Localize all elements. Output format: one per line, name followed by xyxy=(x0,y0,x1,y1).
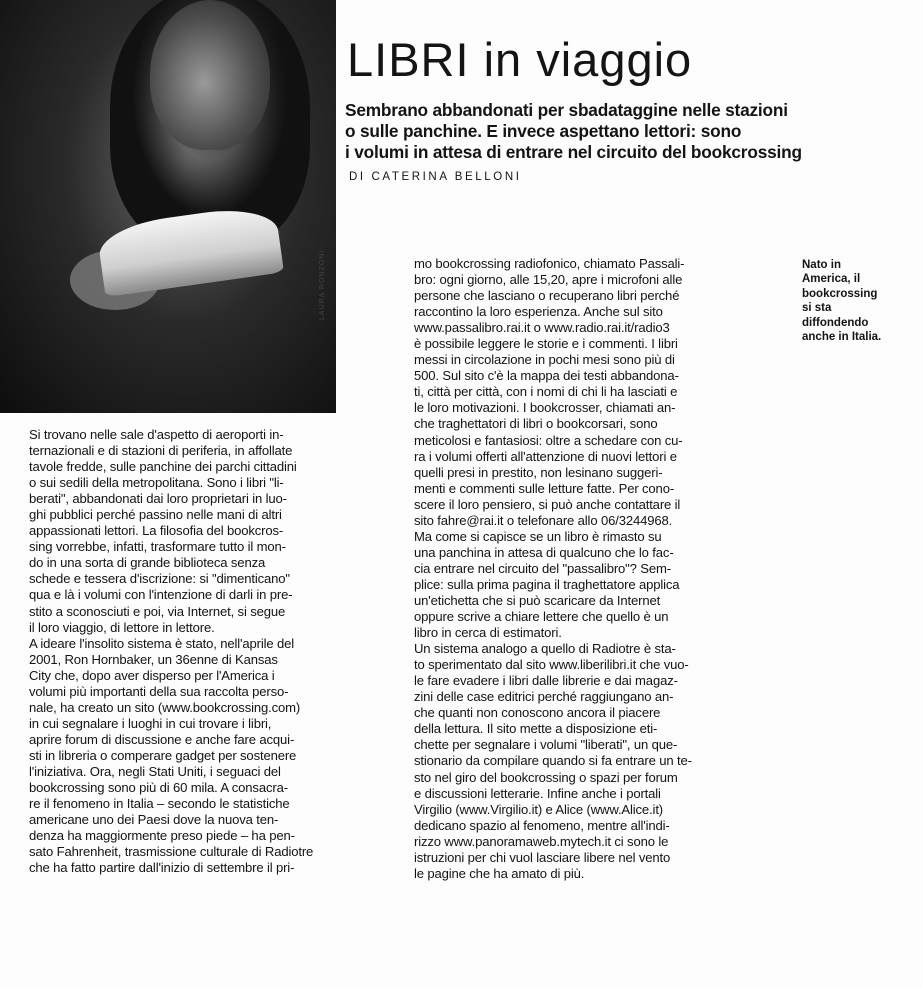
body-text-line: ra i volumi offerti all'attenzione di nuovi lettori e xyxy=(414,448,677,464)
sidenote-line: America, il xyxy=(802,273,861,286)
body-text-line: oppure scrive a chiare lettere che quello è un xyxy=(414,609,669,625)
sidenote-line: Nato in xyxy=(802,259,841,271)
body-text-line: istruzioni per chi vuol lasciare libere nel vento xyxy=(414,849,671,865)
article-title: LIBRI in viaggio xyxy=(347,33,693,86)
body-text-line: e discussioni letterarie. Infine anche i portali xyxy=(414,785,661,801)
body-text-line: stito a sconosciuti e poi, via Internet, si segue xyxy=(29,603,286,619)
body-text-line: che quanti non conoscono ancora il piacere xyxy=(414,705,661,721)
body-text-line: Ma come si capisce se un libro è rimasto su xyxy=(414,528,662,544)
body-text-line: www.passalibro.rai.it o www.radio.rai.it/radio3 xyxy=(414,320,670,336)
body-text-line: Virgilio (www.Virgilio.it) e Alice (www.Alice.it) xyxy=(414,801,664,817)
body-text-line: un'etichetta che si può scaricare da Internet xyxy=(414,592,661,608)
photo-face-shape xyxy=(150,0,270,150)
body-text-line: Un sistema analogo a quello di Radiotre è sta- xyxy=(414,641,676,657)
body-text-line: che traghettatori di libri o bookcorsari, sono xyxy=(414,416,658,432)
article-body-right-column xyxy=(414,256,784,882)
body-text-line: rizzo www.panoramaweb.mytech.it ci sono le xyxy=(414,833,669,849)
body-text-line: do in una sorta di grande biblioteca senza xyxy=(29,555,266,571)
body-text-line: sti in libreria o comperare gadget per sostenere xyxy=(29,747,297,763)
sidenote-line: si sta xyxy=(802,302,832,315)
article-sidenote xyxy=(802,258,914,344)
body-text-line: che ha fatto partire dall'inizio di settembre il pri- xyxy=(29,860,295,876)
body-text-line: le pagine che ha amato di più. xyxy=(414,865,585,881)
body-text-line: americane uno dei Paesi dove la nuova ten- xyxy=(29,812,279,828)
photo-credit: LAURA RONZONI xyxy=(319,249,326,320)
body-text-line: in cui segnalare i luoghi in cui trovare i libri, xyxy=(29,715,272,731)
body-text-line: 500. Sul sito c'è la mappa dei testi abbandona- xyxy=(414,368,679,384)
body-text-line: ti, città per città, con i nomi di chi li ha lasciati e xyxy=(414,384,678,400)
body-text-line: City che, dopo aver disperso per l'America i xyxy=(29,667,275,683)
body-text-line: appassionati lettori. La filosofia del bookcros- xyxy=(29,523,284,539)
subtitle-line: Sembrano abbandonati per sbadataggine nelle stazioni xyxy=(345,100,788,120)
body-text-line: berati", abbandonati dai loro proprietari in luo- xyxy=(29,491,287,507)
body-text-line: qua e là i volumi con l'intenzione di darli in pre- xyxy=(29,587,293,603)
body-text-line: sito fahre@rai.it o telefonare allo 06/3244968. xyxy=(414,512,673,528)
body-text-line: meticolosi e fantasiosi: oltre a schedare con cu- xyxy=(414,432,683,448)
body-text-line: to sperimentato dal sito www.liberilibri.it che vuo- xyxy=(414,657,689,673)
body-text-line: della lettura. Il sito mette a disposizione eti- xyxy=(414,721,658,737)
subtitle-line: o sulle panchine. E invece aspettano lettori: sono xyxy=(345,121,742,141)
body-text-line: plice: sulla prima pagina il traghettatore applica xyxy=(414,576,680,592)
sidenote-line: anche in Italia. xyxy=(802,331,882,344)
sidenote-line: diffondendo xyxy=(802,316,869,329)
body-text-line: una panchina in attesa di qualcuno che lo fac- xyxy=(414,544,674,560)
body-text-line: stionario da compilare quando si fa entrare un te- xyxy=(414,753,692,769)
body-text-line: chette per segnalare i volumi "liberati", un que- xyxy=(414,737,678,753)
photo-book-shape xyxy=(96,203,284,297)
body-text-line: ghi pubblici perché passino nelle mani di altri xyxy=(29,507,282,523)
article-photo xyxy=(0,0,336,413)
body-text-line: schede e tessera d'iscrizione: si "dimenticano" xyxy=(29,571,290,587)
body-text-line: zini delle case editrici perché raggiungano an- xyxy=(414,689,674,705)
body-text-line: denza ha maggiormente preso piede – ha pen- xyxy=(29,828,295,844)
body-text-line: è possibile leggere le storie e i commenti. I libri xyxy=(414,336,678,352)
body-text-line: nale, ha creato un sito (www.bookcrossing.com) xyxy=(29,699,301,715)
body-text-line: quelli presi in prestito, non lesinano suggeri- xyxy=(414,464,663,480)
body-text-line: le loro motivazioni. I bookcrosser, chiamati an- xyxy=(414,400,676,416)
body-text-line: ternazionali e di stazioni di periferia, in affollate xyxy=(29,443,293,459)
body-text-line: tavole fredde, sulle panchine dei parchi cittadini xyxy=(29,459,297,475)
article-byline: DI CATERINA BELLONI xyxy=(349,171,522,183)
body-text-line: volumi più importanti della sua raccolta perso- xyxy=(29,683,289,699)
body-text-line: il loro viaggio, di lettore in lettore. xyxy=(29,619,215,635)
body-text-line: dedicano spazio al fenomeno, mentre all'indi- xyxy=(414,817,670,833)
body-text-line: sing vorrebbe, infatti, trasformare tutto il mon- xyxy=(29,539,286,555)
body-text-line: re il fenomeno in Italia – secondo le statistiche xyxy=(29,796,290,812)
body-text-line: mo bookcrossing radiofonico, chiamato Passali- xyxy=(414,256,685,271)
body-text-line: scere il loro pensiero, si può anche contattare il xyxy=(414,496,681,512)
body-text-line: aprire forum di discussione e anche fare acqui- xyxy=(29,731,295,747)
body-text-line: sto nel giro del bookcrossing o spazi per forum xyxy=(414,769,678,785)
body-text-line: cia entrare nel circuito del "passalibro"? Sem- xyxy=(414,560,671,576)
body-text-line: o sui sedili della metropolitana. Sono i libri "li- xyxy=(29,475,284,491)
sidenote-line: bookcrossing xyxy=(802,287,878,300)
body-text-line: raccontino la loro esperienza. Anche sul sito xyxy=(414,304,663,320)
body-text-line: le fare evadere i libri dalle librerie e dai magaz- xyxy=(414,673,678,689)
body-text-line: sato Fahrenheit, trasmissione culturale di Radiotre xyxy=(29,844,314,860)
body-text-line: 2001, Ron Hornbaker, un 36enne di Kansas xyxy=(29,651,278,667)
body-text-line: bro: ogni giorno, alle 15,20, apre i microfoni alle xyxy=(414,272,683,288)
body-text-line: libro in cerca di estimatori. xyxy=(414,625,562,641)
article-subtitle xyxy=(345,100,915,163)
body-text-line: menti e commenti sulle letture fatte. Per cono- xyxy=(414,480,675,496)
body-text-line: Si trovano nelle sale d'aspetto di aeroporti in- xyxy=(29,427,284,442)
body-text-line: bookcrossing sono più di 60 mila. A consacra- xyxy=(29,780,288,796)
body-text-line: A ideare l'insolito sistema è stato, nell'aprile del xyxy=(29,635,295,651)
body-text-line: l'iniziativa. Ora, negli Stati Uniti, i seguaci del xyxy=(29,763,281,779)
subtitle-line: i volumi in attesa di entrare nel circuito del bookcrossing xyxy=(345,142,802,162)
body-text-line: persone che lasciano o recuperano libri perché xyxy=(414,288,680,304)
article-body-left-column xyxy=(29,427,394,876)
body-text-line: messi in circolazione in pochi mesi sono più di xyxy=(414,352,675,368)
